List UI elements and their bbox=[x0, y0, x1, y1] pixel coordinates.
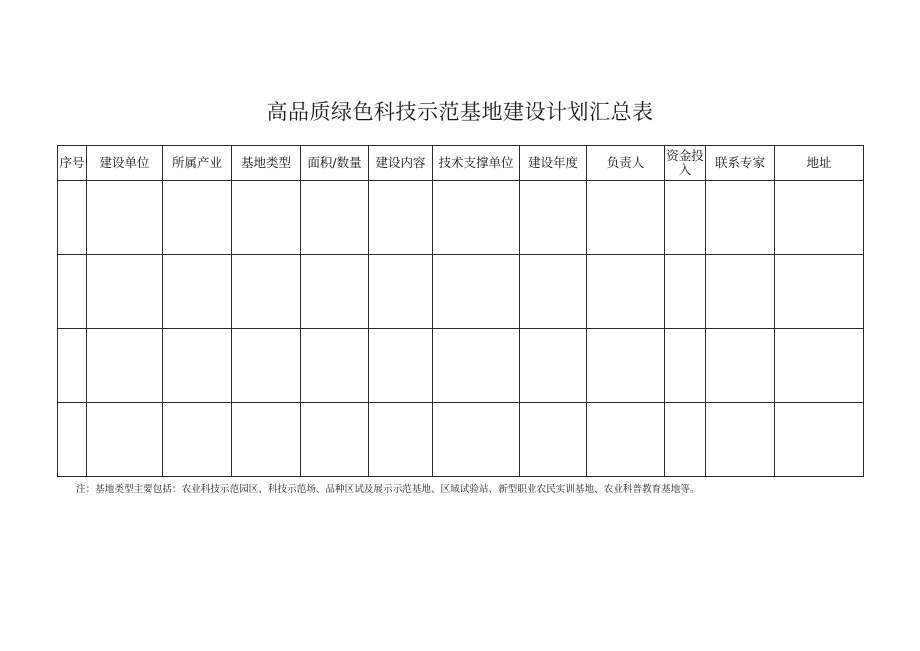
table-cell[interactable] bbox=[163, 255, 232, 329]
table-cell[interactable] bbox=[232, 329, 301, 403]
table-cell[interactable] bbox=[706, 329, 775, 403]
table-cell[interactable] bbox=[587, 181, 665, 255]
summary-table bbox=[57, 145, 864, 477]
table-cell[interactable] bbox=[163, 403, 232, 477]
table-cell[interactable] bbox=[369, 329, 433, 403]
table-cell[interactable] bbox=[520, 181, 587, 255]
header-tech-support: 技术支撑单位 bbox=[433, 146, 520, 181]
table-row bbox=[58, 403, 864, 477]
table-cell[interactable] bbox=[58, 181, 87, 255]
table-cell[interactable] bbox=[301, 403, 369, 477]
table-footnote: 注：基地类型主要包括：农业科技示范园区、科技示范场、品种区试及展示示范基地、区域试验站、新型职业农民实训基地、农业科普教育基地等。 bbox=[76, 484, 700, 495]
table-cell[interactable] bbox=[87, 403, 163, 477]
table-cell[interactable] bbox=[587, 329, 665, 403]
table-cell[interactable] bbox=[232, 255, 301, 329]
header-industry: 所属产业 bbox=[163, 146, 232, 181]
table-cell[interactable] bbox=[433, 181, 520, 255]
table-cell[interactable] bbox=[520, 329, 587, 403]
header-funding: 资金投入 bbox=[665, 146, 706, 181]
table-cell[interactable] bbox=[665, 403, 706, 477]
table-cell[interactable] bbox=[587, 255, 665, 329]
table-cell[interactable] bbox=[433, 403, 520, 477]
table-cell[interactable] bbox=[369, 255, 433, 329]
table-cell[interactable] bbox=[58, 255, 87, 329]
table-cell[interactable] bbox=[369, 181, 433, 255]
table-cell[interactable] bbox=[87, 329, 163, 403]
table-cell[interactable] bbox=[520, 255, 587, 329]
header-construction-content: 建设内容 bbox=[369, 146, 433, 181]
table-row bbox=[58, 181, 864, 255]
table-cell[interactable] bbox=[369, 403, 433, 477]
table-cell[interactable] bbox=[587, 403, 665, 477]
table-cell[interactable] bbox=[665, 255, 706, 329]
table-row bbox=[58, 329, 864, 403]
table-header-row bbox=[58, 146, 864, 181]
table-cell[interactable] bbox=[87, 181, 163, 255]
header-person-in-charge: 负责人 bbox=[587, 146, 665, 181]
table-cell[interactable] bbox=[58, 403, 87, 477]
header-construction-year: 建设年度 bbox=[520, 146, 587, 181]
table-cell[interactable] bbox=[87, 255, 163, 329]
table-cell[interactable] bbox=[775, 329, 864, 403]
header-base-type: 基地类型 bbox=[232, 146, 301, 181]
table-cell[interactable] bbox=[301, 181, 369, 255]
header-builder: 建设单位 bbox=[87, 146, 163, 181]
header-area-quantity: 面积/数量 bbox=[301, 146, 369, 181]
table-cell[interactable] bbox=[232, 181, 301, 255]
table-cell[interactable] bbox=[706, 255, 775, 329]
table-cell[interactable] bbox=[706, 403, 775, 477]
table-cell[interactable] bbox=[775, 403, 864, 477]
table-cell[interactable] bbox=[301, 329, 369, 403]
table-cell[interactable] bbox=[665, 329, 706, 403]
table-cell[interactable] bbox=[301, 255, 369, 329]
table-cell[interactable] bbox=[775, 255, 864, 329]
document-title: 高品质绿色科技示范基地建设计划汇总表 bbox=[266, 100, 654, 124]
header-address: 地址 bbox=[775, 146, 864, 181]
table-cell[interactable] bbox=[433, 329, 520, 403]
table-cell[interactable] bbox=[520, 403, 587, 477]
table-cell[interactable] bbox=[163, 181, 232, 255]
table-cell[interactable] bbox=[58, 329, 87, 403]
table-cell[interactable] bbox=[232, 403, 301, 477]
table-cell[interactable] bbox=[665, 181, 706, 255]
table-cell[interactable] bbox=[163, 329, 232, 403]
table-cell[interactable] bbox=[775, 181, 864, 255]
header-index: 序号 bbox=[58, 146, 87, 181]
table-cell[interactable] bbox=[433, 255, 520, 329]
table-cell[interactable] bbox=[706, 181, 775, 255]
table-row bbox=[58, 255, 864, 329]
header-contact-expert: 联系专家 bbox=[706, 146, 775, 181]
